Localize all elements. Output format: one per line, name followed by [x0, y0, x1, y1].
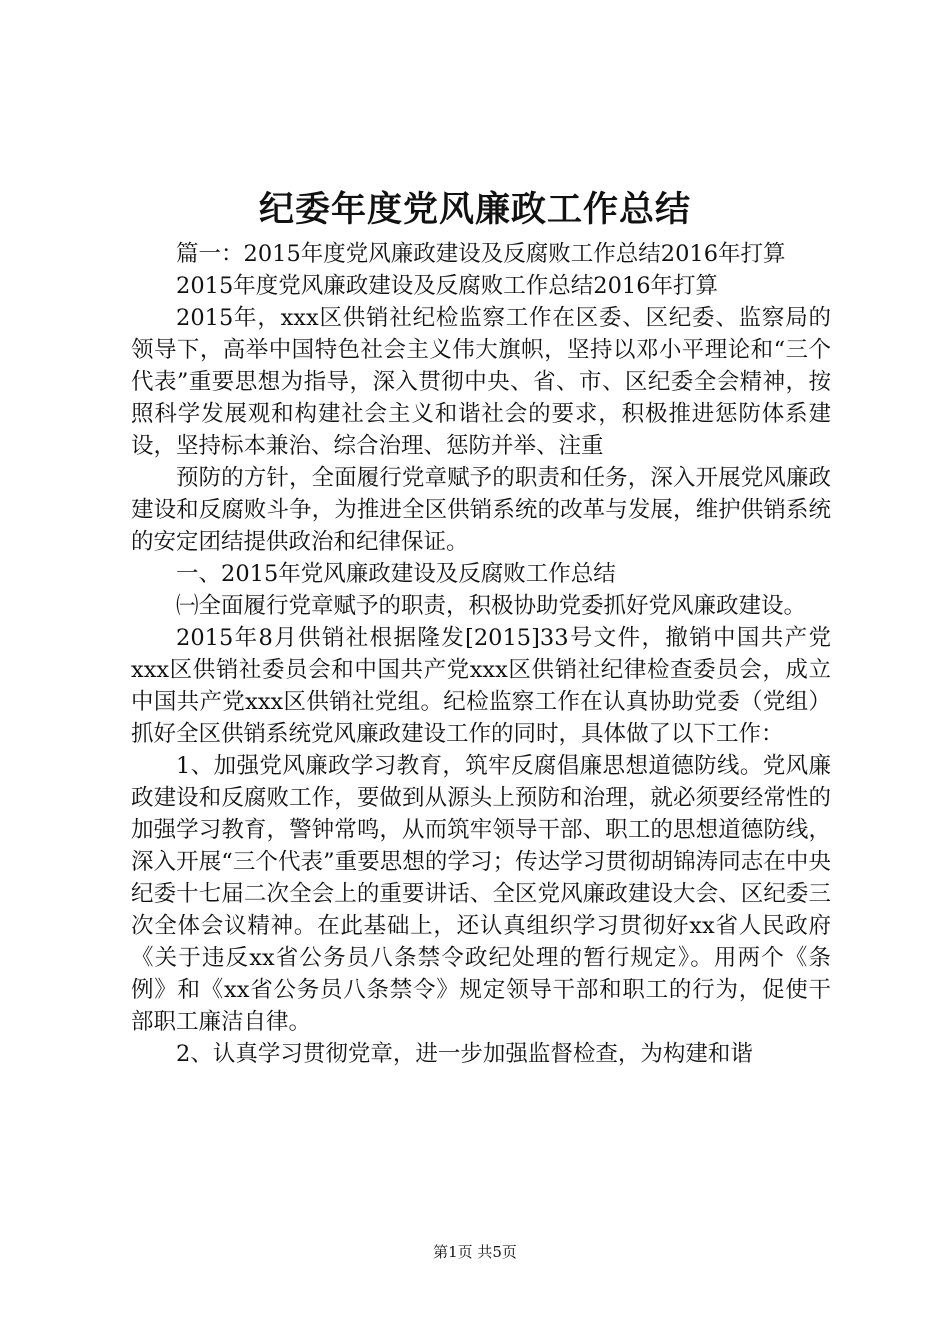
- page-footer: 第1页 共5页: [433, 1243, 517, 1261]
- paragraph: 1、加强党风廉政学习教育，筑牢反腐倡廉思想道德防线。党风廉政建设和反腐败工作，要做到从源头上预防和治理，就必须要经常性的加强学习教育，警钟常鸣，从而筑牢领导干部、职工的思想道德防线，深入开展“三个代表”重要思想的学习；传达学习贯彻胡锦涛同志在中央纪委十七届二次全会上的重要讲话、全区党风廉政建设大会、区纪委三次全体会议精神。在此基础上，还认真组织学习贯彻好xx省人民政府《关于违反xx省公务员八条禁令政纪处理的暂行规定》。用两个《条例》和《xx省公务员八条禁令》规定领导干部和职工的行为，促使干部职工廉洁自律。: [131, 753, 831, 1035]
- paragraph: 2015年度党风廉政建设及反腐败工作总结2016年打算: [176, 273, 719, 299]
- paragraph: 2、认真学习贯彻党章，进一步加强监督检查，为构建和谐: [176, 1041, 753, 1067]
- paragraph: 2015年8月供销社根据隆发[2015]33号文件，撤销中国共产党xxx区供销社委员会和中国共产党xxx区供销社纪律检查委员会，成立中国共产党xxx区供销社党组。纪检监察工作在认真协助党委（党组）抓好全区供销系统党风廉政建设工作的同时，具体做了以下工作：: [131, 625, 831, 747]
- section-heading: 一、2015年党风廉政建设及反腐败工作总结: [176, 561, 616, 587]
- paragraph: 2015年，xxx区供销社纪检监察工作在区委、区纪委、监察局的领导下，高举中国特色社会主义伟大旗帜，坚持以邓小平理论和“三个代表”重要思想为指导，深入贯彻中央、省、市、区纪委全会精神，按照科学发展观和构建社会主义和谐社会的要求，积极推进惩防体系建设，坚持标本兼治、综合治理、惩防并举、注重: [131, 305, 831, 459]
- paragraph: 预防的方针，全面履行党章赋予的职责和任务，深入开展党风廉政建设和反腐败斗争，为推进全区供销系统的改革与发展，维护供销系统的安定团结提供政治和纪律保证。: [131, 465, 831, 555]
- paragraph: 篇一：2015年度党风廉政建设及反腐败工作总结2016年打算: [176, 241, 786, 267]
- document-body: [131, 238, 831, 1070]
- document-title: 纪委年度党风廉政工作总结: [258, 189, 691, 230]
- subsection-heading: ㈠全面履行党章赋予的职责，积极协助党委抓好党风廉政建设。: [176, 593, 807, 619]
